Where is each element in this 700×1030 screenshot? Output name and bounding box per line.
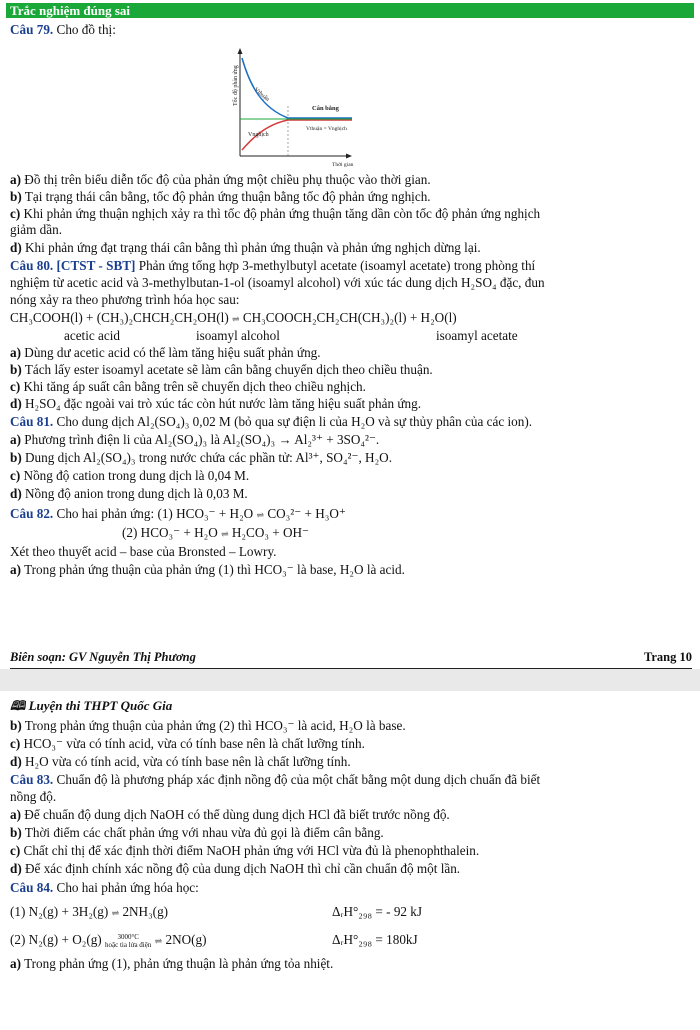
page-header xyxy=(10,697,172,719)
equilibrium-arrow-icon: ⇌ xyxy=(221,528,229,539)
q84-stem: Cho hai phản ứng hóa học: xyxy=(56,880,199,895)
q82-theory: Xét theo thuyết acid – base của Bronsted – Lowry. xyxy=(10,544,277,559)
q81-option-d: Nồng độ anion trong dung dịch là 0,03 M. xyxy=(25,486,248,501)
q80-option-b: Tách lấy ester isoamyl acetate sẽ làm cân bằng chuyển dịch theo chiều thuận. xyxy=(24,362,433,377)
q83-option-b: Thời điểm các chất phản ứng với nhau vừa đủ gọi là điểm cân bằng. xyxy=(24,825,384,840)
q80-option-d: H₂SO₄ đặc ngoài vai trò xúc tác còn hút nước làm tăng hiệu suất phản ứng. xyxy=(25,396,421,411)
q80-stem-1: Phản ứng tổng hợp 3-methylbutyl acetate (isoamyl acetate) trong phòng thí xyxy=(138,258,536,273)
q84-r2-left: (2) N₂(g) + O₂(g) xyxy=(10,932,102,947)
q79-option-a: Đồ thị trên biểu diễn tốc độ của phản ứng một chiều phụ thuộc vào thời gian. xyxy=(24,172,431,187)
q82-option-c: HCO₃⁻ vừa có tính acid, vừa có tính base nên là chất lưỡng tính. xyxy=(23,736,365,751)
q79-stem: Cho đồ thị: xyxy=(56,22,116,37)
q81-title: Câu 81. xyxy=(10,414,54,429)
q82-option-d: H₂O vừa có tính acid, vừa có tính base nên là chất lưỡng tính. xyxy=(25,754,351,769)
q83-stem-1: Chuẩn độ là phương pháp xác định nồng độ của một chất bằng một dung dịch chuẩn đã biết xyxy=(56,772,541,787)
graph-equal: Vthuận = Vnghịch xyxy=(306,126,347,132)
q80-option-c: Khi tăng áp suất cân bằng trên sẽ chuyển dịch theo chiều nghịch. xyxy=(23,379,366,394)
q83-option-d: Để xác định chính xác nồng độ của dung dịch NaOH thì chỉ cần chuẩn độ một lần. xyxy=(25,861,461,876)
q81-option-c: Nồng độ cation trong dung dịch là 0,04 M. xyxy=(23,468,250,483)
q81-option-b: Dung dịch Al₂(SO₄)₃ trong nước chứa các phần tử: Al³⁺, SO₄²⁻, H₂O. xyxy=(25,450,393,465)
section-banner: Trắc nghiệm đúng sai xyxy=(6,3,694,18)
q84-r1-enthalpy: ΔᵣH°₂₉₈ = - 92 kJ xyxy=(332,904,423,919)
q82-title: Câu 82. xyxy=(10,506,54,521)
q79-option-c-cont: giảm dần. xyxy=(10,222,63,237)
q79-option-d: Khi phản ứng đạt trạng thái cân bằng thì phản ứng thuận và phản ứng nghịch dừng lại. xyxy=(25,240,481,255)
q82-option-b: Trong phản ứng thuận của phản ứng (2) thì HCO₃⁻ là acid, H₂O là base. xyxy=(24,718,406,733)
graph-x-label: Thời gian xyxy=(332,162,354,168)
q79-option-b: Tại trạng thái cân bằng, tốc độ phản ứng thuận bằng tốc độ phản ứng nghịch. xyxy=(24,189,431,204)
q83-option-c: Chất chỉ thị để xác định thời điểm NaOH phản ứng với HCl vừa đủ là phenophthalein. xyxy=(23,843,480,858)
q79-option-c: Khi phản ứng thuận nghịch xảy ra thì tốc độ phản ứng thuận tăng dần còn tốc độ phản ứng nghịch xyxy=(23,206,541,221)
q84-r1-left: (1) N₂(g) + 3H₂(g) xyxy=(10,904,109,919)
equilibrium-arrow-icon: ⇌ xyxy=(232,313,240,324)
q83-option-a: Để chuẩn độ dung dịch NaOH có thể dùng dung dịch HCl đã biết trước nồng độ. xyxy=(24,807,450,822)
q82-eq1-left: Cho hai phản ứng: (1) HCO₃⁻ + H₂O xyxy=(56,506,254,521)
q80-title: Câu 80. [CTST - SBT] xyxy=(10,258,136,273)
q81-option-a: Phương trình điện li của Al₂(SO₄)₃ là Al₂(SO₄)₃ → Al₂³⁺ + 3SO₄²⁻. xyxy=(24,432,380,447)
graph-y-label: Tốc độ phản ứng xyxy=(233,65,239,106)
graph-equilibrium: Cân bằng xyxy=(312,105,339,112)
equilibrium-arrow-icon: ⇌ xyxy=(111,907,120,918)
document-page: Trắc nghiệm đúng sai Câu 79. Cho đồ thị: Tốc độ phản ứng Vthuận Vnghịch Cân bằng Vthuận = Vnghịch Thời gian a) Đồ thị trên biểu diễn tốc độ của phản ứng một chiều phụ thuộc vào thời gian. b) Tại trạng thái cân bằng, tốc độ phản ứng thuận bằng tốc độ phản ứng nghịch. c) Khi phản ứng thuận nghịch xảy ra thì tốc độ phản ứng thuận tăng dần còn tốc độ phản ứng nghịch giảm dần. d) Khi phản ứng đạt trạng thái cân bằng thì phản ứng thuận và phản ứng nghịch dừng lại. Câu 80. [CTST - SBT] Phản ứng tổng hợp 3-methylbutyl acetate (isoamyl acetate) trong phòng thí nghiệm từ acetic acid và 3-methylbutan-1-ol (isoamyl alcohol) với xúc tác dung dịch H₂SO₄ đặc, đun nóng xảy ra theo phương trình hóa học sau: CH₃COOH(l) + (CH₃)₂CHCH₂CH₂OH(l) ⇌ CH₃COOCH₂CH₂CH(CH₃)₂(l) + H₂O(l) acetic acid isoamyl alcohol isoamyl acetate a) Dùng dư acetic acid có thể làm tăng hiệu suất phản ứng. b) Tách lấy ester isoamyl acetate sẽ làm cân bằng chuyển dịch theo chiều thuận. c) Khi tăng áp suất cân bằng trên sẽ chuyển dịch theo chiều nghịch. d) H₂SO₄ đặc ngoài vai trò xúc tác còn hút nước làm tăng hiệu suất phản ứng. Câu 81. Cho dung dịch Al₂(SO₄)₃ 0,02 M (bỏ qua sự điện li của H₂O và sự thủy phân của các ion). a) Phương trình điện li của Al₂(SO₄)₃ là Al₂(SO₄)₃ → Al₂³⁺ + 3SO₄²⁻. b) Dung dịch Al₂(SO₄)₃ trong nước chứa các phần tử: Al³⁺, SO₄²⁻, H₂O. c) Nồng độ cation trong dung dịch là 0,04 M. d) Nồng độ anion trong dung dịch là 0,03 M. Câu 82. Cho hai phản ứng: (1) HCO₃⁻ + H₂O ⇌ CO₃²⁻ + H₃O⁺ (2) HCO₃⁻ + H₂O ⇌ H₂CO₃ + OH⁻ Xét theo thuyết acid – base của Bronsted – Lowry. a) Trong phản ứng thuận của phản ứng (1) thì HCO₃⁻ là base, H₂O là acid. Biên soạn: GV Nguyễn Thị Phương Trang 10 🕮 Luyện thi THPT Quốc Gia b) Trong phản ứng thuận của phản ứng (2) thì HCO₃⁻ là acid, H₂O là base. c) HCO₃⁻ vừa có tính acid, vừa có tính base nên là chất lưỡng tính. d) H₂O vừa có tính acid, vừa có tính base nên là chất lưỡng tính. Câu 83. Chuẩn độ là phương pháp xác định nồng độ của một chất bằng một dung dịch chuẩn đã biết nồng độ. a) Để chuẩn độ dung dịch NaOH có thể dùng dung dịch HCl đã biết trước nồng độ. b) Thời điểm các chất phản ứng với nhau vừa đủ gọi là điểm cân bằng. c) Chất chỉ thị để xác định thời điểm NaOH phản ứng với HCl vừa đủ là phenophthalein. d) Để xác định chính xác nồng độ của dung dịch NaOH thì chỉ cần chuẩn độ một lần. Câu 84. Cho hai phản ứng hóa học: (1) N₂(g) + 3H₂(g) ⇌ 2NH₃(g) ΔᵣH°₂₉₈ = - 92 kJ (2) N₂(g) + O₂(g) 3000°C hoặc tia lửa điện ⇌ 2NO(g) ΔᵣH°₂₉₈ = 180kJ a) Trong phản ứng (1), phản ứng thuận là phản ứng tỏa nhiệt. xyxy=(0,0,700,1030)
q80-equation-right: CH₃COOCH₂CH₂CH(CH₃)₂(l) + H₂O(l) xyxy=(242,310,457,325)
q82-option-a: Trong phản ứng thuận của phản ứng (1) thì HCO₃⁻ là base, H₂O là acid. xyxy=(24,562,405,577)
q82-eq2-left: (2) HCO₃⁻ + H₂O xyxy=(122,525,218,540)
q82-eq1-right: CO₃²⁻ + H₃O⁺ xyxy=(267,506,346,521)
q83-title: Câu 83. xyxy=(10,772,54,787)
q84-title: Câu 84. xyxy=(10,880,54,895)
q80-stem-3: nóng xảy ra theo phương trình hóa học sau: xyxy=(10,292,240,307)
equilibrium-arrow-icon: ⇌ xyxy=(256,509,265,520)
q82-eq2-right: H₂CO₃ + OH⁻ xyxy=(231,525,309,540)
graph-v-forward: Vthuận xyxy=(252,86,271,103)
header-title: Luyện thi THPT Quốc Gia xyxy=(28,698,173,713)
q84-r2-enthalpy: ΔᵣH°₂₉₈ = 180kJ xyxy=(332,932,418,947)
q80-name-acetic: acetic acid xyxy=(64,328,121,343)
rate-time-graph xyxy=(228,46,358,170)
equilibrium-arrow-icon: ⇌ xyxy=(154,935,163,946)
q79-title: Câu 79. xyxy=(10,22,54,37)
q84-r2-right: 2NO(g) xyxy=(165,932,207,947)
q83-stem-2: nồng độ. xyxy=(10,789,57,804)
footer-author: Biên soạn: GV Nguyễn Thị Phương xyxy=(10,650,196,664)
q80-name-alcohol: isoamyl alcohol xyxy=(196,328,280,343)
q80-option-a: Dùng dư acetic acid có thể làm tăng hiệu suất phản ứng. xyxy=(24,345,321,360)
graph-v-reverse: Vnghịch xyxy=(248,132,269,138)
page-break xyxy=(0,669,700,691)
q84-option-a: Trong phản ứng (1), phản ứng thuận là phản ứng tỏa nhiệt. xyxy=(24,956,334,971)
q84-r2-condition: 3000°C hoặc tia lửa điện xyxy=(105,932,152,949)
q80-stem-2: nghiệm từ acetic acid và 3-methylbutan-1-ol (isoamyl alcohol) với xúc tác dung dịch H₂SO₄ đặc, đun xyxy=(10,275,545,290)
q80-equation-left: CH₃COOH(l) + (CH₃)₂CHCH₂CH₂OH(l) xyxy=(10,310,229,325)
q80-name-acetate: isoamyl acetate xyxy=(436,328,518,343)
q84-r1-right: 2NH₃(g) xyxy=(122,904,169,919)
q81-stem: Cho dung dịch Al₂(SO₄)₃ 0,02 M (bỏ qua sự điện li của H₂O và sự thủy phân của các ion). xyxy=(56,414,533,429)
page-footer xyxy=(10,650,692,669)
footer-page-number: Trang 10 xyxy=(643,650,692,664)
book-icon: 🕮 xyxy=(10,698,26,713)
